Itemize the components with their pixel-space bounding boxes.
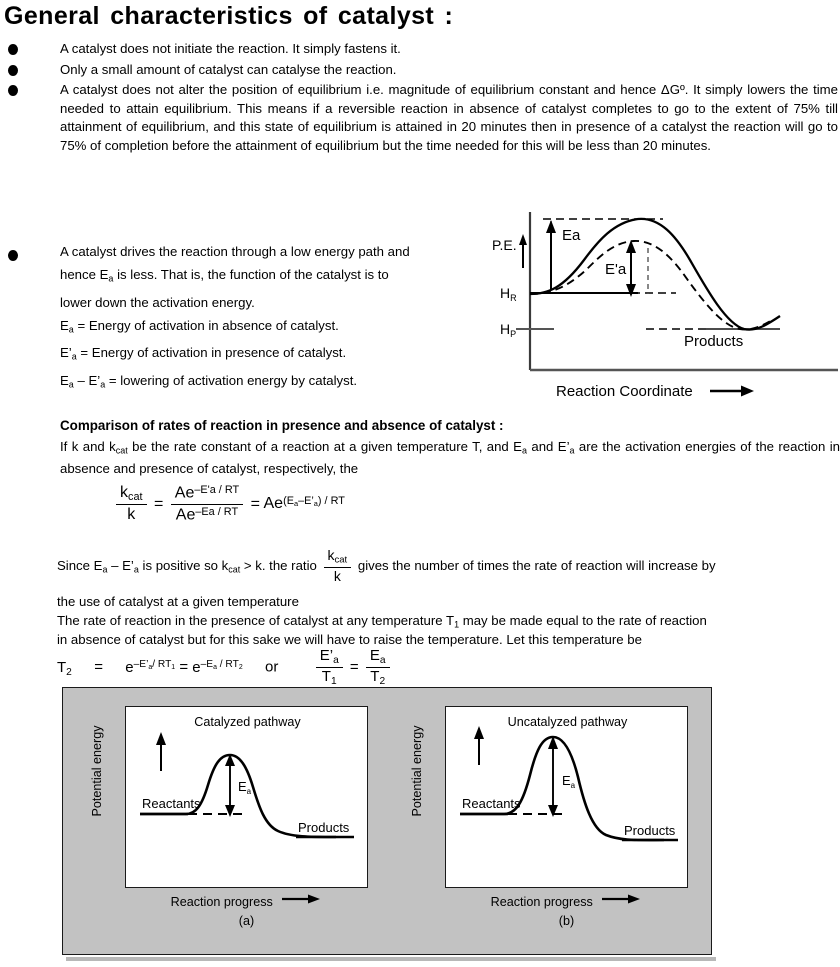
- reactants-label-catalyzed: Reactants: [142, 796, 201, 811]
- figure-catalyzed: [81, 706, 371, 938]
- list-item: [0, 81, 840, 155]
- minus-eprime: – E’: [107, 557, 134, 573]
- frac-denominator: k: [127, 506, 136, 524]
- ea-prime-symbol: E’: [60, 345, 72, 360]
- panel-shadow: [66, 957, 716, 961]
- eprime-arrow-up-icon: [626, 240, 636, 253]
- explanation-line-2-post: is less. That is, the function of the catalyst is to: [113, 267, 389, 282]
- subscript-a: a: [108, 273, 114, 284]
- minus-sign: –: [77, 372, 85, 388]
- t-subscript: 2: [66, 666, 72, 678]
- bullet-dot-icon: [8, 250, 18, 261]
- exp-close: ) / RT: [317, 494, 345, 507]
- ea-prime-symbol: E’: [88, 372, 101, 388]
- pe-axis-label: P.E.: [492, 237, 517, 253]
- y-axis-label-catalyzed: Potential energy: [90, 725, 104, 817]
- eprime-arrow-down-icon: [626, 284, 636, 297]
- temp-text-b: may be made equal to the rate of reaction: [459, 613, 707, 628]
- list-item: [0, 61, 840, 80]
- frac-eprime-over-t1: [316, 648, 343, 688]
- equation-rate-ratio: [113, 484, 345, 524]
- t2-symbol: [57, 659, 72, 676]
- cat-subscript: cat: [128, 491, 143, 504]
- frac-denominator: [171, 505, 243, 524]
- bullet-dot-icon: [8, 65, 18, 76]
- definition-difference: [60, 369, 480, 397]
- bullet-list: [0, 40, 840, 157]
- sub-a: a: [333, 654, 339, 666]
- x-axis-text: Reaction progress: [170, 895, 273, 909]
- equals-sign-1: =: [153, 495, 164, 513]
- figure-caption-b: (b): [558, 914, 575, 928]
- products-label-uncatalyzed: Products: [624, 823, 676, 838]
- exp-sub-2: 2: [238, 664, 243, 672]
- bullet-dot-icon: [8, 44, 18, 55]
- or-text: or: [265, 658, 279, 676]
- sub-1: 1: [454, 619, 460, 630]
- ratio-explanation: [57, 548, 840, 585]
- sub-a: a: [521, 445, 527, 456]
- frac-denominator: [316, 668, 343, 687]
- x-axis-label-uncatalyzed: [445, 894, 688, 909]
- exponent-1: [134, 659, 176, 670]
- frac-denominator: [366, 668, 390, 687]
- rhs-expression: [264, 495, 345, 512]
- reaction-coordinate-arrow-icon: [741, 386, 754, 397]
- k-symbol: k: [327, 547, 335, 563]
- y-axis-label-uncatalyzed: Potential energy: [410, 725, 424, 817]
- cat-subscript: cat: [334, 554, 348, 566]
- x-axis-text: Reaction progress: [490, 895, 593, 909]
- difference-definition-text: = lowering of activation energy by catalyst.: [108, 372, 358, 388]
- t-symbol: T: [321, 668, 331, 686]
- exp-sub-a: a: [148, 664, 153, 672]
- catalyzed-curve: [530, 241, 774, 329]
- list-item-text: Only a small amount of catalyst can catalyse the reaction.: [60, 61, 397, 77]
- reaction-coordinate-label: Reaction Coordinate: [556, 383, 693, 400]
- explanation-line-3: lower down the activation energy.: [60, 294, 255, 310]
- exponent-2: [201, 659, 243, 670]
- y-axis-arrow-icon: [156, 732, 166, 745]
- sub-cat: cat: [228, 564, 241, 575]
- exp-sub-a: a: [293, 498, 299, 508]
- e-symbol: e: [125, 658, 134, 676]
- gives-text: gives the number of times the rate of reaction will increase by: [354, 557, 716, 573]
- comparison-intro: [60, 438, 840, 479]
- sub-2: 2: [379, 676, 386, 688]
- ea-subscript: a: [68, 379, 74, 389]
- sub-cat: cat: [115, 445, 128, 456]
- equals-sign-2: =: [179, 658, 189, 676]
- ea-prime-subscript: a: [71, 351, 77, 362]
- ea-prime-definition-text: = Energy of activation in presence of catalyst.: [80, 345, 347, 360]
- ea-symbol: E: [60, 372, 69, 388]
- exp-a: –E’: [133, 659, 149, 671]
- ea-subscript: a: [68, 324, 74, 334]
- arrow-right-icon: [602, 894, 642, 904]
- pathway-comparison-panel: [62, 687, 712, 955]
- exp-b: / RT: [216, 659, 239, 671]
- explanation-line-2-pre: hence E: [60, 267, 109, 282]
- intro-b: be the rate constant of a reaction at a given temperature T, and E: [127, 439, 522, 454]
- pe-axis-arrow-icon: [519, 234, 527, 245]
- exp-a: –E: [200, 659, 214, 671]
- frac-arrhenius: [171, 484, 243, 524]
- definition-ea-prime: [60, 341, 480, 369]
- catalyst-explanation: [60, 240, 480, 396]
- sub-a: a: [102, 564, 108, 575]
- frac-ea-over-t2: [366, 648, 390, 688]
- sub-a: a: [133, 564, 139, 575]
- ae-symbol: Ae: [263, 495, 284, 513]
- plot-title: Catalyzed pathway: [194, 715, 301, 729]
- ea-label-uncatalyzed: $E_a$: [562, 773, 576, 790]
- ea-arrow-down-icon: [225, 805, 235, 817]
- inline-frac-kcat-over-k: [324, 548, 352, 585]
- ea-definition-text: = Energy of activation in absence of catalyst.: [77, 317, 339, 333]
- exponent-ea: –Ea / RT: [195, 505, 239, 518]
- frac-numerator: [116, 484, 147, 505]
- exp-minus: –E’: [298, 494, 314, 507]
- intro-c: and E’: [526, 439, 570, 454]
- reactants-label-uncatalyzed: Reactants: [462, 796, 521, 811]
- exp-term-1: [125, 659, 175, 676]
- ea-label-catalyzed: $E_a$: [238, 779, 252, 796]
- exp-term-2: [192, 659, 242, 676]
- plot-title: Uncatalyzed pathway: [507, 715, 628, 729]
- equals-sign-1: =: [94, 658, 103, 676]
- equals-sign-3: =: [349, 658, 359, 676]
- frac-numerator: [324, 548, 352, 568]
- ae-symbol: Ae: [174, 484, 195, 502]
- arrow-right-icon: [282, 894, 322, 904]
- t-symbol: T: [370, 668, 380, 686]
- bullet-dot-icon: [8, 85, 18, 96]
- intro-a: If k and k: [60, 439, 116, 454]
- sub-1: 1: [330, 676, 337, 688]
- page-title: General characteristics of catalyst :: [4, 2, 454, 30]
- eprime-label: E'a: [605, 261, 627, 278]
- products-label-catalyzed: Products: [298, 820, 350, 835]
- eprime-symbol: E’: [319, 647, 334, 664]
- x-axis-label-catalyzed: [125, 894, 368, 909]
- definition-ea: [60, 314, 480, 342]
- intro-d: are the activation energies: [574, 439, 736, 454]
- list-item-text: A catalyst does not alter the position of equilibrium i.e. magnitude of equilibrium constant and hence ΔGº. It simply lowers the time needed to attain equilibrium. This means if a reversible reaction in absence of catalyst completes to go to the extent of 75% till attainment of equilibrium, and this state of equilibrium is attained in 20 minutes then in presence of a catalyst the reaction will go to 75% of completion before the attainment of equilibrium but the time needed for this will be less than 20 minutes.: [60, 82, 838, 153]
- equation-temperature: [57, 648, 393, 688]
- ea-symbol: E: [60, 317, 69, 333]
- temperature-paragraph-cont: in absence of catalyst but for this sake we will have to raise the temperature. Let this temperature be: [57, 632, 642, 647]
- since-text: Since E: [57, 557, 103, 573]
- exp-sub-a2: a: [313, 498, 318, 508]
- intro-line2: of the reaction in absence and presence of catalyst, respectively, the: [60, 439, 840, 476]
- figure-uncatalyzed: [401, 706, 691, 938]
- rhs-exponent: [283, 495, 345, 507]
- exp-sub-1: 1: [171, 664, 176, 672]
- positive-text: is positive so k: [138, 557, 229, 573]
- plot-area-uncatalyzed: [445, 706, 688, 888]
- products-label: Products: [684, 333, 744, 350]
- temp-text-a: The rate of reaction in the presence of catalyst at any temperature T: [57, 613, 455, 628]
- exponent-eprime: –E'a / RT: [194, 484, 240, 497]
- potential-energy-diagram: [488, 198, 840, 410]
- t-symbol: T: [57, 658, 67, 676]
- e-symbol: E: [369, 647, 380, 664]
- sub-a2: a: [569, 445, 575, 456]
- exp-b: / RT: [152, 659, 172, 671]
- equals-sign-2: =: [250, 495, 260, 513]
- list-item: [0, 40, 840, 59]
- list-item-text: A catalyst does not initiate the reaction. It simply fastens it.: [60, 41, 401, 56]
- catalyzed-energy-curve-svg: [126, 707, 369, 889]
- plot-area-catalyzed: [125, 706, 368, 888]
- k-symbol: k: [120, 484, 128, 501]
- ae-symbol: Ae: [175, 506, 196, 524]
- frac-kcat-over-k: [116, 484, 147, 524]
- ratio-text: > k. the ratio: [240, 557, 321, 573]
- comparison-heading: Comparison of rates of reaction in presence and absence of catalyst :: [60, 418, 504, 433]
- ea-arrow-down-icon: [548, 805, 558, 817]
- frac-denominator: k: [333, 568, 341, 585]
- hp-label: $H_P$: [500, 321, 517, 339]
- frac-numerator: [171, 484, 243, 504]
- explanation-line-2: [60, 263, 480, 291]
- frac-numerator: [316, 648, 343, 668]
- ea-label: Ea: [562, 227, 581, 244]
- hr-label: $H_R$: [500, 285, 517, 303]
- ratio-explanation-cont: the use of catalyst at a given temperature: [57, 594, 299, 609]
- ea-arrow-icon: [546, 220, 556, 233]
- frac-numerator: [366, 648, 390, 668]
- explanation-line-1: A catalyst drives the reaction through a low energy path and: [60, 244, 410, 259]
- mid-section: [0, 222, 840, 417]
- e-symbol: e: [192, 658, 201, 676]
- exp-sub-a: a: [213, 664, 217, 672]
- uncatalyzed-energy-curve-svg: [446, 707, 689, 889]
- figure-caption-a: (a): [238, 914, 255, 928]
- ea-prime-subscript: a: [100, 379, 106, 389]
- exp-open: (E: [283, 494, 294, 507]
- sub-a: a: [379, 654, 386, 666]
